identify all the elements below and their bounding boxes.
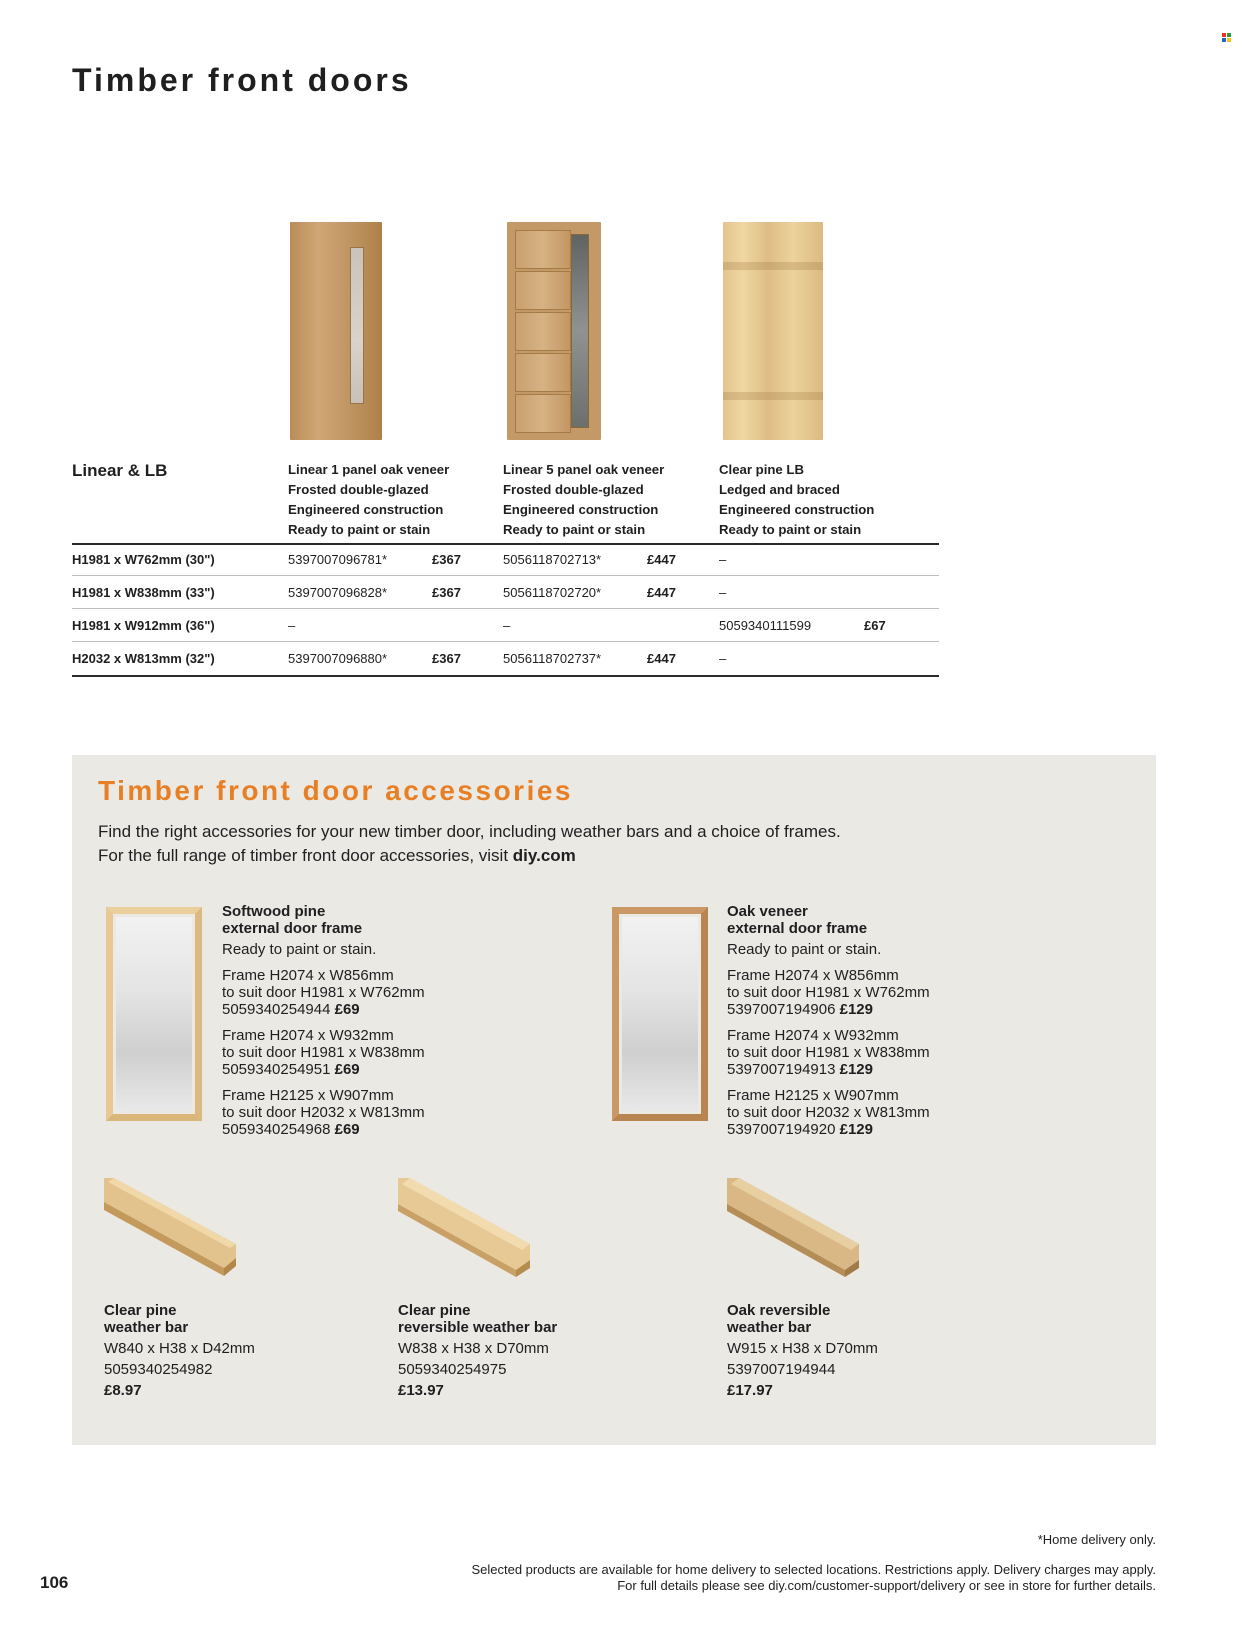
door-image-linear-1-panel [290, 222, 382, 440]
size-cell: H1981 x W762mm (30") [72, 552, 215, 567]
product-size: W838 x H38 x D70mm [398, 1340, 549, 1357]
intro-text: For the full range of timber front door accessories, visit [98, 846, 513, 865]
variant-code-price [727, 1061, 930, 1078]
product-note: Ready to paint or stain. [222, 941, 377, 958]
size-cell: H2032 x W813mm (32") [72, 651, 215, 666]
variant-suit: to suit door H1981 x W762mm [222, 984, 425, 1001]
product-name: Oak reversible [727, 1302, 831, 1319]
price-cell: £447 [647, 651, 676, 666]
desc-line: Ready to paint or stain [288, 522, 431, 537]
variant-frame: Frame H2125 x W907mm [222, 1087, 394, 1104]
variant-price: £69 [334, 1061, 360, 1078]
product-name: weather bar [727, 1319, 812, 1336]
price-cell: £367 [432, 651, 461, 666]
code-cell: 5397007096828* [288, 585, 388, 600]
price-cell: £447 [647, 552, 676, 567]
disclaimer-line: For full details please see diy.com/customer-support/delivery or see in store for further details. [617, 1578, 1156, 1593]
frame-product [222, 903, 425, 1138]
variant-code-price [222, 1121, 425, 1138]
variant-frame: Frame H2074 x W932mm [727, 1027, 899, 1044]
accessories-title: Timber front door accessories [98, 775, 573, 806]
variant-price: £69 [334, 1001, 360, 1018]
code-cell: 5397007096781* [288, 552, 388, 567]
desc-line: Ready to paint or stain [503, 522, 646, 537]
variant-price: £69 [334, 1121, 360, 1138]
door-panel [515, 230, 571, 269]
product-name: external door frame [222, 920, 363, 937]
intro-line: Find the right accessories for your new timber door, including weather bars and a choice of frames. [98, 822, 841, 841]
door-panel [515, 271, 571, 310]
variant-code-price [222, 1001, 425, 1018]
disclaimer-line: Selected products are available for home delivery to selected locations. Restrictions apply. Delivery charges may apply. [471, 1562, 1156, 1577]
variant-code: 5059340254944 [222, 1001, 331, 1018]
code-cell: 5056118702737* [503, 651, 602, 666]
product-name: Oak veneer [727, 903, 808, 920]
variant-code: 5397007194920 [727, 1121, 836, 1138]
table-rule [72, 543, 939, 545]
product-name: external door frame [727, 920, 868, 937]
oak-frame-image [612, 907, 708, 1121]
accessories-intro [98, 820, 841, 868]
product-name: weather bar [104, 1319, 189, 1336]
product-name: Softwood pine [222, 903, 326, 920]
table-rule [72, 641, 939, 642]
variant-code: 5397007194913 [727, 1061, 836, 1078]
glass-strip [350, 247, 364, 404]
variant-suit: to suit door H1981 x W762mm [727, 984, 930, 1001]
product-code: 5059340254975 [398, 1361, 507, 1378]
code-cell: 5397007096880* [288, 651, 388, 666]
variant-code-price [727, 1121, 930, 1138]
code-cell: 5056118702713* [503, 552, 602, 567]
product-price: £13.97 [398, 1382, 444, 1399]
intro-line [98, 844, 841, 868]
code-cell: – [288, 618, 296, 633]
product-name: reversible weather bar [398, 1319, 558, 1336]
size-cell: H1981 x W838mm (33") [72, 585, 215, 600]
product-description [288, 460, 488, 540]
weather-bar-product [727, 1302, 878, 1399]
diy-link[interactable]: diy.com [512, 846, 576, 865]
price-cell: £447 [647, 585, 676, 600]
variant-price: £129 [839, 1121, 873, 1138]
product-price: £17.97 [727, 1382, 773, 1399]
desc-line: Clear pine LB [719, 462, 805, 477]
door-panel [515, 394, 571, 433]
variant-suit: to suit door H2032 x W813mm [222, 1104, 425, 1121]
glass-strip [571, 234, 589, 428]
product-code: 5397007194944 [727, 1361, 836, 1378]
page-title: Timber front doors [72, 62, 412, 98]
clear-pine-reversible-weather-bar-image [398, 1178, 534, 1278]
table-rule [72, 608, 939, 609]
code-cell: – [719, 651, 727, 666]
clear-pine-weather-bar-image [104, 1178, 240, 1278]
oak-reversible-weather-bar-image [727, 1178, 863, 1278]
variant-code: 5059340254968 [222, 1121, 331, 1138]
desc-line: Linear 5 panel oak veneer [503, 462, 665, 477]
frame-opening [116, 917, 192, 1111]
footnote: *Home delivery only. [1037, 1532, 1156, 1547]
code-cell: 5059340111599 [719, 618, 812, 633]
variant-suit: to suit door H2032 x W813mm [727, 1104, 930, 1121]
product-size: W915 x H38 x D70mm [727, 1340, 878, 1357]
desc-line: Ready to paint or stain [719, 522, 862, 537]
price-cell: £67 [864, 618, 886, 633]
variant-price: £129 [839, 1061, 873, 1078]
desc-line: Engineered construction [288, 502, 444, 517]
size-cell: H1981 x W912mm (36") [72, 618, 215, 633]
code-cell: – [719, 552, 727, 567]
weather-bar-product [398, 1302, 557, 1399]
desc-line: Frosted double-glazed [503, 482, 644, 497]
code-cell: – [719, 585, 727, 600]
brand-mark-icon [1222, 33, 1231, 42]
product-note: Ready to paint or stain. [727, 941, 882, 958]
variant-suit: to suit door H1981 x W838mm [727, 1044, 930, 1061]
desc-line: Engineered construction [503, 502, 659, 517]
price-cell: £367 [432, 552, 461, 567]
weather-bar-product [104, 1302, 255, 1399]
product-name: Clear pine [398, 1302, 471, 1319]
product-name: Clear pine [104, 1302, 177, 1319]
product-price: £8.97 [104, 1382, 142, 1399]
variant-code-price [222, 1061, 425, 1078]
frame-opening [622, 917, 698, 1111]
frame-product [727, 903, 930, 1138]
product-size: W840 x H38 x D42mm [104, 1340, 255, 1357]
variant-suit: to suit door H1981 x W838mm [222, 1044, 425, 1061]
variant-frame: Frame H2074 x W856mm [222, 967, 394, 984]
door-brace [723, 392, 823, 400]
variant-code-price [727, 1001, 930, 1018]
door-panel [515, 353, 571, 392]
desc-line: Ledged and braced [719, 482, 840, 497]
pine-frame-image [106, 907, 202, 1121]
table-rule [72, 675, 939, 677]
price-cell: £367 [432, 585, 461, 600]
variant-price: £129 [839, 1001, 873, 1018]
desc-line: Linear 1 panel oak veneer [288, 462, 450, 477]
product-description [503, 460, 703, 540]
section-label: Linear & LB [72, 461, 168, 480]
door-image-clear-pine-lb [723, 222, 823, 440]
code-cell: 5056118702720* [503, 585, 602, 600]
variant-frame: Frame H2074 x W856mm [727, 967, 899, 984]
product-code: 5059340254982 [104, 1361, 213, 1378]
door-brace [723, 262, 823, 270]
code-cell: – [503, 618, 511, 633]
door-panel [515, 312, 571, 351]
door-image-linear-5-panel [507, 222, 601, 440]
variant-frame: Frame H2074 x W932mm [222, 1027, 394, 1044]
variant-code: 5059340254951 [222, 1061, 331, 1078]
variant-code: 5397007194906 [727, 1001, 836, 1018]
table-rule [72, 575, 939, 576]
page-number: 106 [40, 1573, 69, 1592]
desc-line: Engineered construction [719, 502, 875, 517]
desc-line: Frosted double-glazed [288, 482, 429, 497]
variant-frame: Frame H2125 x W907mm [727, 1087, 899, 1104]
product-description [719, 460, 919, 540]
delivery-disclaimer [471, 1562, 1156, 1594]
